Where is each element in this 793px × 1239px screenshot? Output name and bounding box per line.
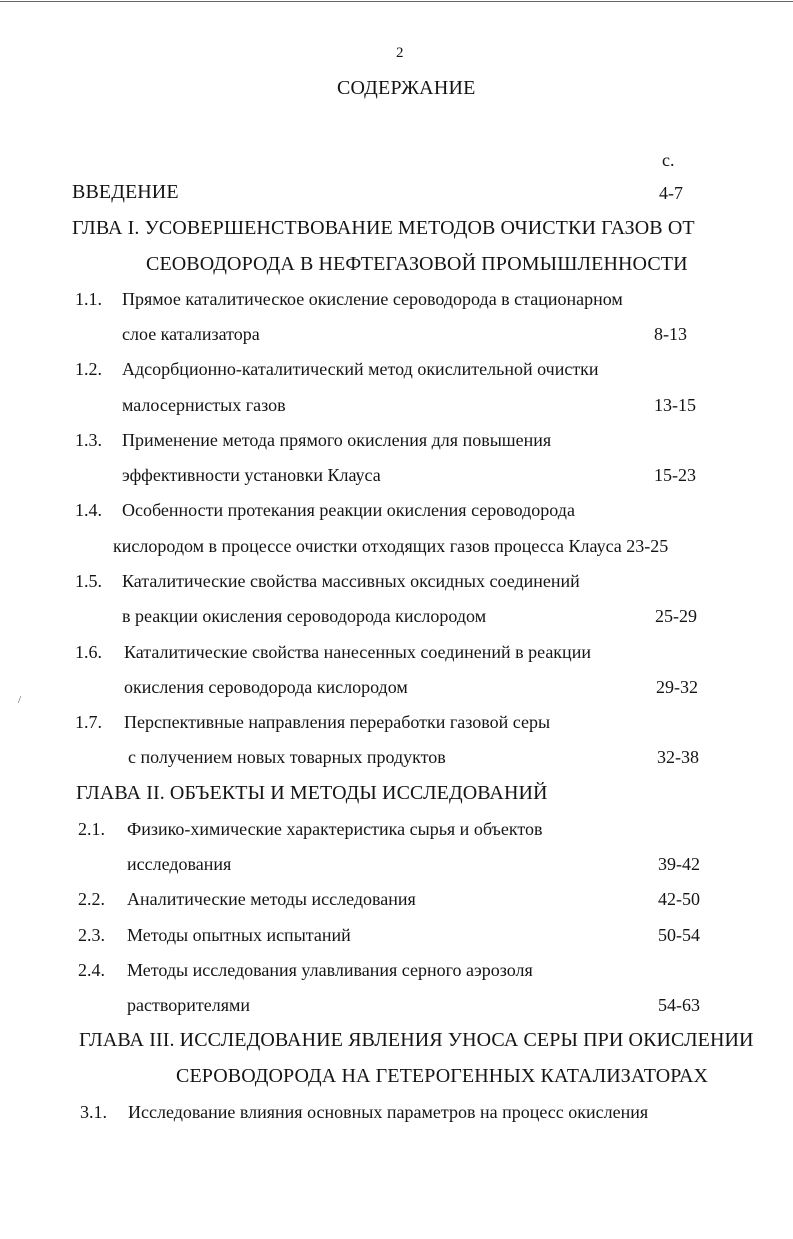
toc-item-number: 1.2. <box>75 359 102 379</box>
toc-entry-title: ВВЕДЕНИЕ <box>72 181 179 203</box>
toc-item-number: 1.7. <box>75 712 102 732</box>
toc-item-title: Перспективные направления переработки газовой серы <box>124 712 551 732</box>
page-number: 2 <box>396 45 404 61</box>
toc-item-title: Методы опытных испытаний <box>127 925 351 945</box>
toc-item-pages: 42-50 <box>658 889 700 909</box>
toc-item-title: Методы исследования улавливания серного аэрозоля <box>127 960 533 980</box>
toc-item-title-continued: с получением новых товарных продуктов <box>128 747 446 767</box>
toc-item-title: Каталитические свойства нанесенных соединений в реакции <box>124 642 591 662</box>
toc-item-title: Прямое каталитическое окисление сероводорода в стационарном <box>122 289 623 309</box>
toc-chapter-title-continued: СЕОВОДОРОДА В НЕФТЕГАЗОВОЙ ПРОМЫШЛЕННОСТИ <box>146 253 688 275</box>
page-column-label: с. <box>662 150 675 170</box>
toc-item-title: Исследование влияния основных параметров на процесс окисления <box>128 1102 649 1122</box>
toc-item-title-continued: эффективности установки Клауса <box>122 465 381 485</box>
toc-item-title-continued-with-pages: кислородом в процессе очистки отходящих газов процесса Клауса 23-25 <box>113 536 669 556</box>
toc-item-title: Адсорбционно-каталитический метод окислительной очистки <box>122 359 599 379</box>
toc-item-title-continued: растворителями <box>127 995 250 1015</box>
toc-entry-pages: 4-7 <box>659 183 683 203</box>
toc-item-number: 2.2. <box>78 889 105 909</box>
toc-item-number: 1.5. <box>75 571 102 591</box>
toc-item-number: 1.1. <box>75 289 102 309</box>
toc-item-pages: 13-15 <box>654 395 696 415</box>
toc-item-number: 3.1. <box>80 1102 107 1122</box>
toc-item-title-continued: в реакции окисления сероводорода кислородом <box>122 606 487 626</box>
toc-item-number: 1.3. <box>75 430 102 450</box>
toc-item-title: Каталитические свойства массивных оксидных соединений <box>122 571 580 591</box>
toc-item-number: 2.4. <box>78 960 105 980</box>
toc-item-pages: 50-54 <box>658 925 700 945</box>
toc-item-title-continued: окисления сероводорода кислородом <box>124 677 408 697</box>
toc-item-title: Особенности протекания реакции окисления сероводорода <box>122 500 575 520</box>
toc-chapter-title-continued: СЕРОВОДОРОДА НА ГЕТЕРОГЕННЫХ КАТАЛИЗАТОРАХ <box>176 1065 709 1087</box>
toc-item-number: 1.6. <box>75 642 102 662</box>
toc-item-title-continued: исследования <box>127 854 232 874</box>
toc-item-title-continued: малосернистых газов <box>122 395 286 415</box>
toc-item-title: Физико-химические характеристика сырья и объектов <box>127 819 543 839</box>
toc-chapter-title: ГЛВА I. УСОВЕРШЕНСТВОВАНИЕ МЕТОДОВ ОЧИСТКИ ГАЗОВ ОТ <box>72 217 695 239</box>
toc-item-pages: 29-32 <box>656 677 698 697</box>
toc-item-pages: 25-29 <box>655 606 697 626</box>
toc-item-pages: 54-63 <box>658 995 700 1015</box>
toc-chapter-title: ГЛАВА II. ОБЪЕКТЫ И МЕТОДЫ ИССЛЕДОВАНИЙ <box>76 782 548 804</box>
toc-item-pages: 8-13 <box>654 324 687 344</box>
toc-item-pages: 32-38 <box>657 747 699 767</box>
toc-item-number: 2.3. <box>78 925 105 945</box>
toc-item-title: Применение метода прямого окисления для повышения <box>122 430 552 450</box>
toc-item-title: Аналитические методы исследования <box>127 889 416 909</box>
toc-item-number: 1.4. <box>75 500 102 520</box>
toc-item-number: 2.1. <box>78 819 105 839</box>
toc-item-pages: 15-23 <box>654 465 696 485</box>
scan-speck: / <box>18 694 22 706</box>
toc-item-title-continued: слое катализатора <box>122 324 260 344</box>
page-title: СОДЕРЖАНИЕ <box>337 77 476 99</box>
toc-item-pages: 39-42 <box>658 854 700 874</box>
scan-top-edge-line <box>0 1 793 2</box>
toc-chapter-title: ГЛАВА III. ИССЛЕДОВАНИЕ ЯВЛЕНИЯ УНОСА СЕРЫ ПРИ ОКИСЛЕНИИ <box>79 1029 754 1051</box>
